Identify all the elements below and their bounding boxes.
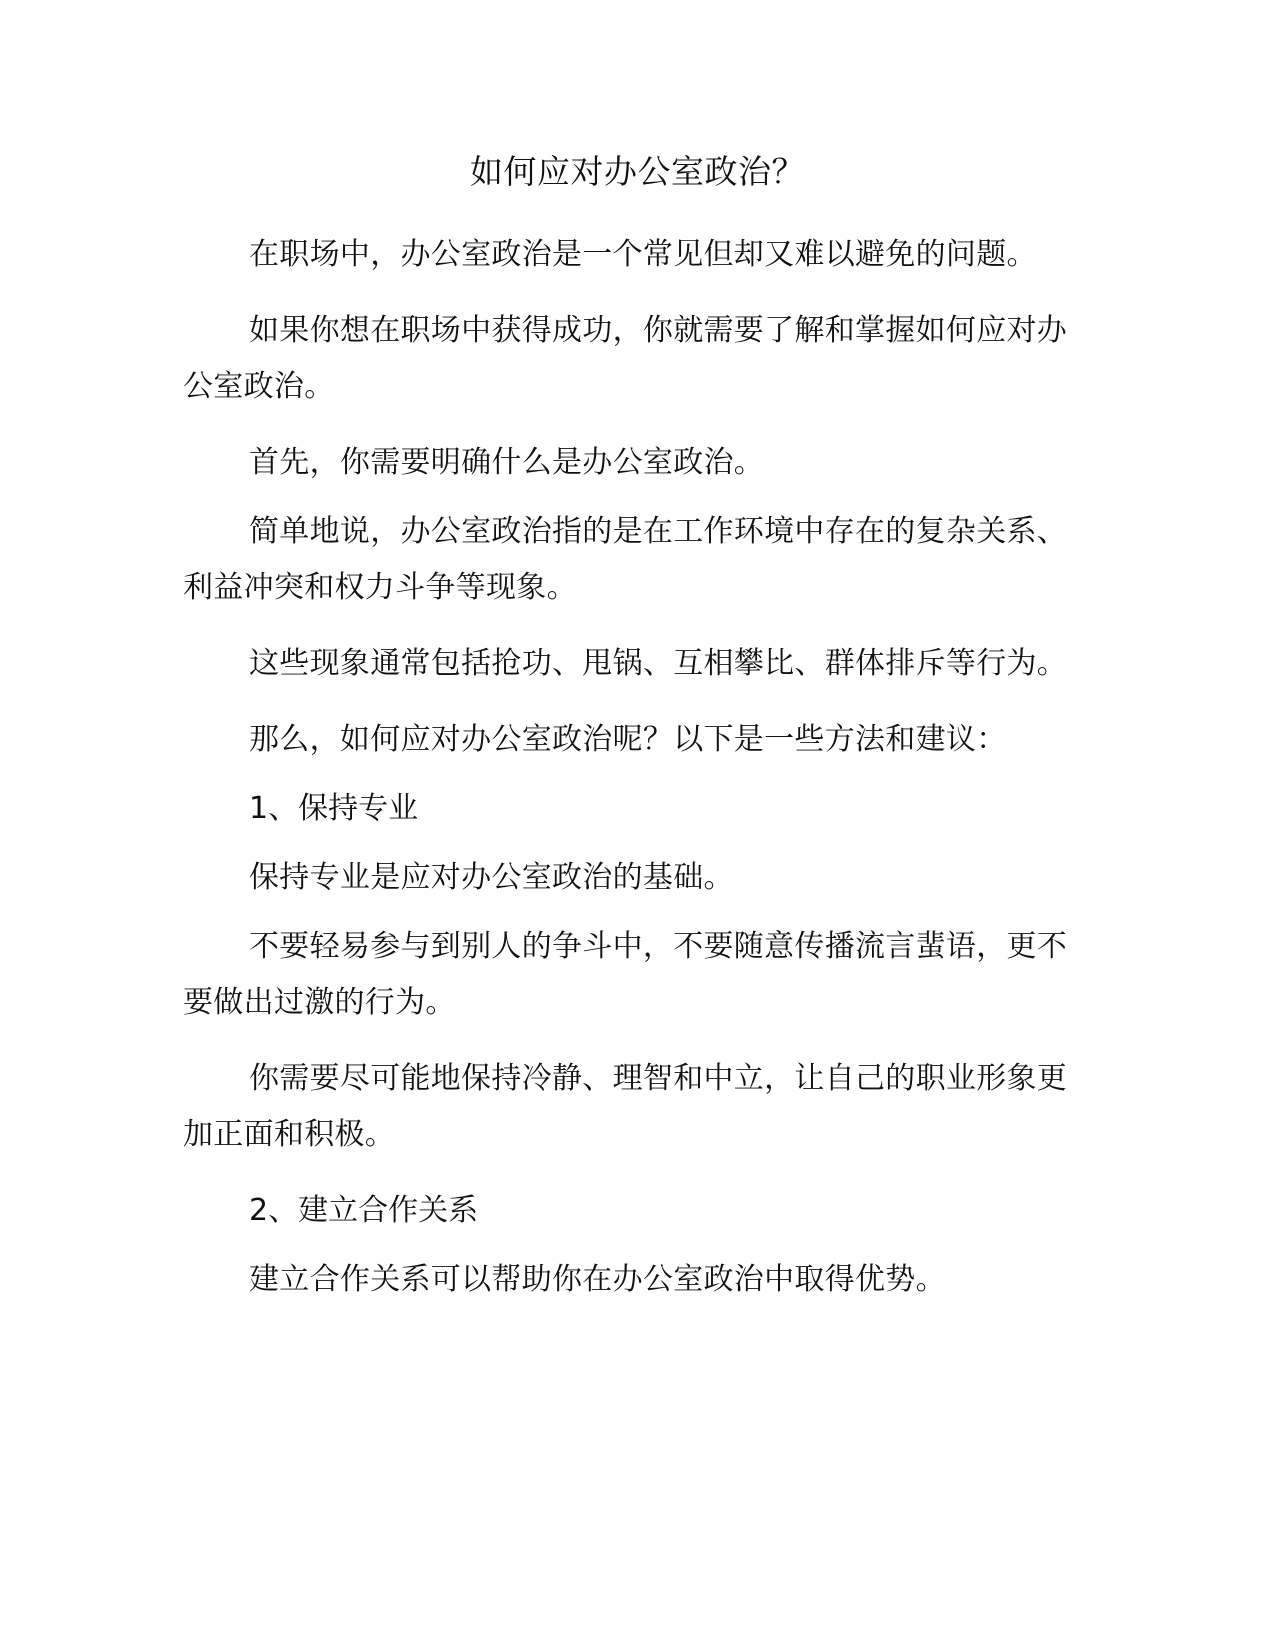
paragraph: 不要轻易参与到别人的争斗中，不要随意传播流言蜚语，更不要做出过激的行为。 bbox=[183, 929, 1068, 1020]
paragraph: 简单地说，办公室政治指的是在工作环境中存在的复杂关系、利益冲突和权力斗争等现象。 bbox=[183, 514, 1068, 605]
paragraph: 保持专业是应对办公室政治的基础。 bbox=[249, 860, 734, 895]
document-title: 如何应对办公室政治？ bbox=[470, 152, 805, 191]
paragraph: 首先，你需要明确什么是办公室政治。 bbox=[249, 445, 765, 480]
section-heading: 2、建立合作关系 bbox=[249, 1193, 479, 1228]
document-body bbox=[183, 227, 1083, 1321]
section-heading: 1、保持专业 bbox=[249, 791, 419, 826]
paragraph: 如果你想在职场中获得成功，你就需要了解和掌握如何应对办公室政治。 bbox=[183, 313, 1068, 404]
paragraph: 那么，如何应对办公室政治呢？以下是一些方法和建议： bbox=[249, 722, 1007, 757]
paragraph: 在职场中，办公室政治是一个常见但却又难以避免的问题。 bbox=[249, 237, 1037, 272]
paragraph: 这些现象通常包括抢功、甩锅、互相攀比、群体排斥等行为。 bbox=[249, 646, 1068, 681]
paragraph: 你需要尽可能地保持冷静、理智和中立，让自己的职业形象更加正面和积极。 bbox=[183, 1061, 1068, 1152]
paragraph: 建立合作关系可以帮助你在办公室政治中取得优势。 bbox=[249, 1262, 946, 1297]
